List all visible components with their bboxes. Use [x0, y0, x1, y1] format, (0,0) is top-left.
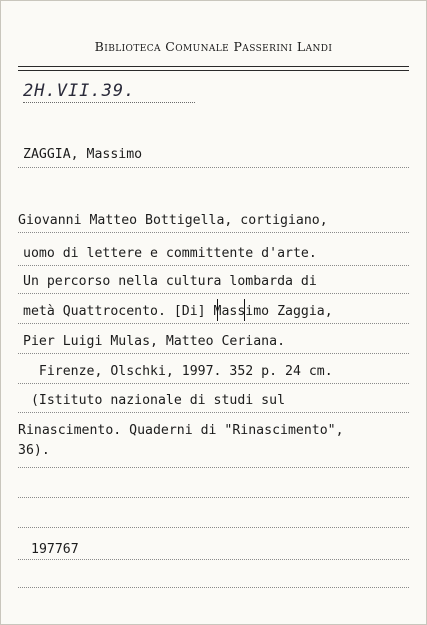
- library-heading: Biblioteca Comunale Passerini Landi: [94, 39, 333, 54]
- description-line-4: metà Quattrocento. [Di] Massimo Zaggia,: [23, 304, 333, 319]
- ruled-line: [18, 412, 409, 413]
- ruled-line: [18, 293, 409, 294]
- series-line-1: (Istituto nazionale di studi sul: [23, 393, 286, 408]
- shelfmark-underline: [23, 102, 195, 103]
- description-line-1: Giovanni Matteo Bottigella, cortigiano,: [18, 213, 328, 228]
- handwritten-bracket-annotation: [217, 299, 245, 321]
- description-line-3: Un percorso nella cultura lombarda di: [23, 274, 317, 289]
- description-line-2: uomo di lettere e committente d'arte.: [23, 246, 317, 261]
- inventory-number: 197767: [31, 542, 79, 557]
- ruled-line: [18, 559, 409, 560]
- imprint-line: Firenze, Olschki, 1997. 352 p. 24 cm.: [23, 364, 333, 379]
- heading-rule-top: [18, 66, 409, 67]
- ruled-line: [18, 467, 409, 468]
- description-line-5: Pier Luigi Mulas, Matteo Ceriana.: [23, 334, 286, 349]
- ruled-line: [18, 167, 409, 168]
- ruled-line: [18, 265, 409, 266]
- ruled-line: [18, 323, 409, 324]
- series-line-2: Rinascimento. Quaderni di "Rinascimento",: [18, 423, 344, 438]
- shelfmark: 2H.VII.39.: [23, 81, 136, 101]
- ruled-line: [18, 232, 409, 233]
- ruled-line: [18, 527, 409, 528]
- ruled-line: [18, 497, 409, 498]
- ruled-line: [18, 353, 409, 354]
- heading-rule-bottom: [18, 70, 409, 71]
- ruled-line: [18, 383, 409, 384]
- author-heading: ZAGGIA, Massimo: [23, 147, 143, 162]
- ruled-line: [18, 587, 409, 588]
- series-line-3: 36).: [18, 443, 50, 458]
